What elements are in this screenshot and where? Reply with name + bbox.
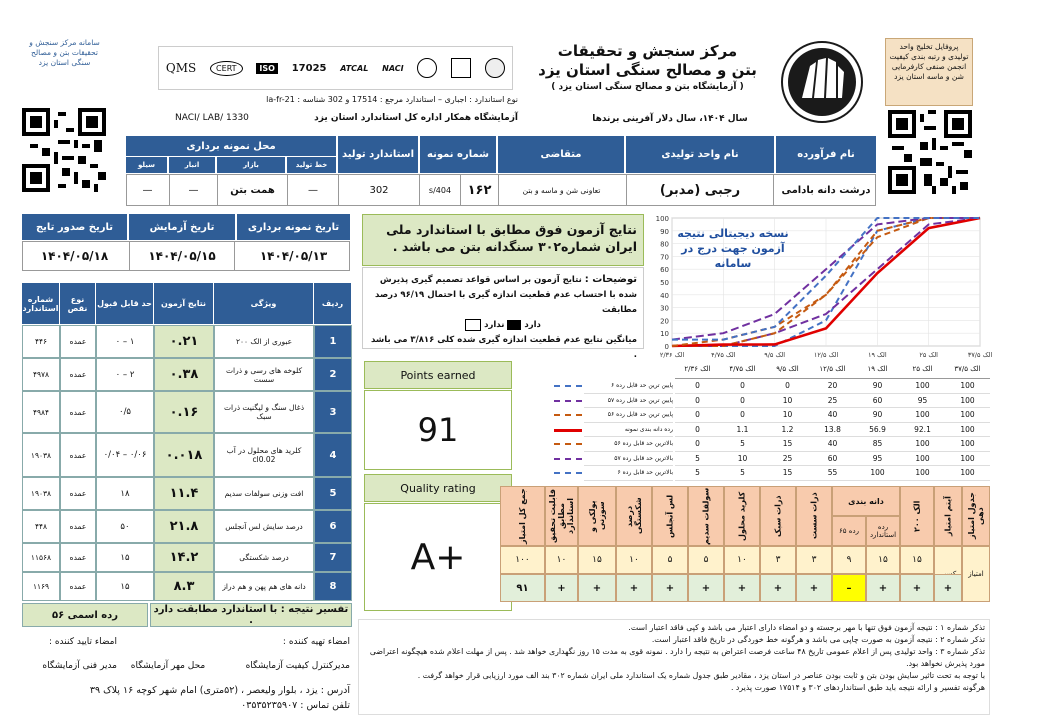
chart-xtick: الک ۲/۳۶ — [659, 351, 685, 359]
uncertainty-text: میانگین نتایج عدم قطعیت اندازه گیری شده کلی ۳/۸۱۶ می باشد . — [370, 335, 637, 360]
grading-value-4-0: 100 — [945, 437, 990, 452]
chart-ytick: 50 — [660, 279, 669, 287]
points-score-11: ۱۰۰ — [500, 546, 545, 574]
chart-xtick: الک ۱۹ — [868, 351, 887, 359]
grading-value-0-6: 0 — [675, 379, 720, 394]
tests-cell-4-2: ۱۱.۴ — [154, 477, 214, 510]
tests-cell-5-3: ۵۰ — [96, 510, 154, 543]
tests-cell-7-4: عمده — [60, 572, 96, 601]
quality-label: Quality rating — [364, 474, 512, 502]
chart-ytick: 70 — [660, 253, 669, 262]
note-1: تذکر شماره ۱ : نتیجه آزمون فوق تنها با مهر برجسته و دو امضاء دارای اعتبار می باشد و کپی فاقد اعتبار است. — [628, 623, 985, 632]
test-date: ۱۴۰۴/۰۵/۱۵ — [129, 241, 235, 271]
grading-value-3-4: 1.2 — [765, 423, 810, 438]
grading-value-3-2: 56.9 — [855, 423, 900, 438]
points-mark-3: – — [832, 574, 866, 602]
tests-cell-0-4: عمده — [60, 325, 96, 358]
points-mark-0: + — [934, 574, 962, 602]
points-header-1: آیتم امتیاز — [934, 486, 962, 546]
tests-table — [22, 283, 352, 626]
tests-cell-1-2: ۰.۳۸ — [154, 358, 214, 391]
qms-logo: QMS — [165, 61, 197, 75]
accreditation-logos — [158, 46, 513, 90]
phone: تلفن تماس : ۰۳۵۳۵۲۳۵۹۰۷ — [241, 700, 350, 711]
points-header-3: دانه بندی — [832, 486, 900, 516]
grading-label-1: پایین ترین حد قابل رده ۵۷ — [584, 394, 673, 409]
points-mark-10: + — [578, 574, 616, 602]
points-subheader-0: رده استاندارد — [866, 516, 900, 546]
left-note: سامانه مرکز سنجش و تحقیقات بتن و مصالح سنگی استان یزد — [29, 38, 100, 67]
grading-legend-line-5 — [554, 458, 582, 460]
issue-date: ۱۴۰۴/۰۵/۱۸ — [40, 249, 109, 263]
grading-label-6: بالاترین حد قابل رده ۶ — [584, 466, 673, 481]
grading-label-4: بالاترین حد قابل رده ۵۶ — [584, 437, 673, 452]
points-score-10: ۱۰ — [545, 546, 578, 574]
points-mark-1: + — [900, 574, 934, 602]
prepared-label: امضاء تهیه کننده : — [282, 637, 350, 647]
tests-cell-6-0: 7 — [314, 543, 352, 572]
tests-footer-label: رده اسمی ۵۶ — [22, 603, 148, 627]
globe-icon — [485, 58, 505, 78]
tests-cell-2-3: ۰/۵ — [96, 391, 154, 433]
grading-value-4-3: 40 — [810, 437, 855, 452]
tests-cell-1-0: 2 — [314, 358, 352, 391]
grading-value-2-4: 10 — [765, 408, 810, 423]
grading-value-1-6: 0 — [675, 394, 720, 409]
sample-code: s/404 — [428, 185, 452, 195]
note-text: نتایج آزمون بر اساس قواعد تصمیم گیری پذیرش شده با احتساب عدم قطعیت اندازه گیری با احتمال ۹۶/۱۹ درصد مطابقت — [375, 275, 637, 315]
grading-value-4-2: 85 — [855, 437, 900, 452]
right-note: پروفایل تخلیج واحد تولیدی و رتبه بندی کیفیت انجمن صنفی کارفرمایی شن و ماسه استان یزد — [885, 38, 973, 106]
tests-cell-6-3: ۱۵ — [96, 543, 154, 572]
grading-value-0-5: 0 — [720, 379, 765, 394]
seal-icon — [417, 58, 437, 78]
points-header-9: درصد شکستگی — [616, 486, 652, 546]
chart-ytick: 60 — [660, 266, 669, 275]
note-5: هرگونه تفسیر و ارائه نتیجه باید طبق استانداردهای ۳۰۲ و ۱۷۵۱۴ صورت پذیرد . — [730, 683, 985, 692]
tests-cell-0-0: 1 — [314, 325, 352, 358]
tests-header-3: حد قابل قبول — [96, 283, 153, 324]
tests-cell-1-4: عمده — [60, 358, 96, 391]
tests-cell-0-3: ۰ – ۱ — [96, 325, 154, 358]
grading-value-4-5: 5 — [720, 437, 765, 452]
grading-chart — [650, 214, 993, 362]
chart-xtick: الک ۴/۷۵ — [711, 351, 736, 359]
points-mark-8: + — [652, 574, 688, 602]
points-mark-2: + — [866, 574, 900, 602]
grading-value-4-6: 0 — [675, 437, 720, 452]
grading-sieve-3: الک ۱۲/۵ — [810, 365, 855, 379]
tests-cell-7-5: ۱۱۶۹ — [22, 572, 60, 601]
tests-header-4: نوع نقص — [60, 283, 95, 324]
points-score-3: ۳ — [796, 546, 832, 574]
chart-ytick: 40 — [660, 291, 669, 300]
hasnot-label: ندارد — [484, 320, 505, 330]
points-mark-11: + — [545, 574, 578, 602]
points-header-2: الک ۲۰۰ — [900, 486, 934, 546]
chart-ytick: 90 — [660, 227, 669, 236]
points-header-5: ذرات سبک — [760, 486, 796, 546]
grading-value-2-3: 40 — [810, 408, 855, 423]
tests-cell-0-2: ۰.۲۱ — [154, 325, 214, 358]
tests-cell-7-2: ۸.۳ — [154, 572, 214, 601]
emblem-icon — [451, 58, 471, 78]
col-sampling-location: محل نمونه برداری — [126, 136, 336, 156]
grading-value-3-5: 1.1 — [720, 423, 765, 438]
grading-value-5-3: 60 — [810, 452, 855, 467]
quality-value: A+ — [364, 503, 512, 611]
grading-sieve-0: الک ۳۷/۵ — [945, 365, 990, 379]
points-score-0: ۱۵ — [900, 546, 934, 574]
points-mark-6: + — [724, 574, 760, 602]
sampling-date: ۱۴۰۴/۰۵/۱۳ — [259, 249, 328, 263]
grading-legend-line-4 — [554, 443, 582, 445]
note-3: تذکر شماره ۳ : واحد تولیدی پس از اعلام عمومی تاریخ ۴۸ ساعت فرصت اعتراض به نتیجه را دارد . نمونه قوی به مدت ۱۵ روز نگهداری خواهد شد . پس از مهلت اعلام شده هیچگونه اعتراضی مورد پذیرش نخواهد بود. — [369, 647, 985, 668]
chart-xtick: الک ۳۷/۵ — [967, 351, 993, 359]
tests-cell-3-1: کلرید های محلول در آب cl0.02 — [214, 433, 314, 477]
sub-market: بازار — [217, 157, 285, 173]
tests-cell-4-4: عمده — [60, 477, 96, 510]
tests-cell-1-5: ۴۹۷۸ — [22, 358, 60, 391]
tests-cell-3-5: ۱۹۰۳۸ — [22, 433, 60, 477]
col-issue-date: تاریخ صدور تایج — [22, 214, 127, 240]
grading-label-0: پایین ترین حد قابل رده ۶ — [584, 379, 673, 394]
hasnot-checkbox — [465, 319, 481, 331]
points-mark-4: + — [796, 574, 832, 602]
tests-header-0: ردیف — [314, 283, 351, 324]
points-header-10: پولکی و سوزنی — [578, 486, 616, 546]
sample-number: ۱۶۲ — [460, 174, 498, 206]
grading-value-0-1: 100 — [900, 379, 945, 394]
approved-name: مدیر فنی آزمایشگاه — [42, 661, 117, 671]
tests-cell-3-4: عمده — [60, 433, 96, 477]
header-title — [520, 42, 775, 94]
tests-cell-3-2: ۰.۰۱۸ — [154, 433, 214, 477]
grading-value-3-3: 13.8 — [810, 423, 855, 438]
points-row-label-1: امتیاز — [962, 546, 990, 602]
market-value: همت بتن — [217, 174, 287, 206]
points-header-8: لس آنجلس — [652, 486, 688, 546]
chart-xtick: الک ۹/۵ — [764, 351, 786, 359]
note-2: تذکر شماره ۲ : نتیجه آزمون به صورت چاپی می باشد و هرگونه خط خوردگی در تاریخ فاقد اعتبار است. — [651, 635, 985, 644]
points-score-1: ۱۵ — [866, 546, 900, 574]
grading-value-4-4: 15 — [765, 437, 810, 452]
points-header-12: جمع کل امتیاز — [500, 486, 545, 546]
grading-legend-line-0 — [554, 385, 582, 387]
warehouse-value: — — [169, 174, 217, 206]
points-header-7: سولفات سدیم — [688, 486, 724, 546]
tests-cell-6-2: ۱۴.۲ — [154, 543, 214, 572]
points-value: 91 — [364, 390, 512, 470]
grading-value-4-1: 100 — [900, 437, 945, 452]
tests-cell-1-1: کلوخه های رسی و ذرات سست — [214, 358, 314, 391]
iso-logo: ISO — [256, 63, 278, 74]
tests-cell-7-0: 8 — [314, 572, 352, 601]
grading-value-1-2: 60 — [855, 394, 900, 409]
year-slogan: سال ۱۴۰۴، سال دلار آفرینی برندها — [592, 114, 748, 124]
col-production-standard: استاندارد تولید — [338, 136, 418, 173]
title-line-3: ( آزمایشگاه بتن و مصالح سنگی استان یزد ) — [551, 82, 744, 92]
title-line-2: بتن و مصالح سنگی استان یزد — [538, 61, 757, 79]
grading-value-5-0: 100 — [945, 452, 990, 467]
points-mark-9: + — [616, 574, 652, 602]
grading-value-1-0: 100 — [945, 394, 990, 409]
note-4: با توجه به تحت تاثیر سایش بودن بتن و ثابت بودن عناصر در استان یزد ، مقادیر طبق جدول شماره یک استاندارد ملی ایران شماره ۳۰۲ بند الف مورد ارزیابی قرار خواهد گرفت . — [417, 671, 985, 680]
chart-ytick: 80 — [660, 240, 669, 249]
grading-value-0-2: 90 — [855, 379, 900, 394]
points-score-6: ۵ — [688, 546, 724, 574]
col-product-name: نام فرآورده — [776, 136, 876, 173]
tests-cell-5-4: عمده — [60, 510, 96, 543]
grading-legend-line-3 — [554, 429, 582, 432]
col-sampling-date: تاریخ نمونه برداری — [237, 214, 350, 240]
points-header-6: کلرید محلول — [724, 486, 760, 546]
points-score-5: ۱۰ — [724, 546, 760, 574]
points-label: Points earned — [364, 361, 512, 389]
grading-sieve-2: الک ۱۹ — [855, 365, 900, 379]
tests-cell-5-1: درصد سایش لس آنجلس — [214, 510, 314, 543]
naci-logo: NACI — [382, 63, 404, 73]
chart-xtick: الک ۲۵ — [919, 351, 938, 359]
grading-label-3: رده دانه بندی نمونه — [584, 423, 673, 438]
tests-cell-2-0: 3 — [314, 391, 352, 433]
grading-value-5-4: 25 — [765, 452, 810, 467]
grading-legend-line-2 — [554, 414, 582, 416]
tests-cell-3-0: 4 — [314, 433, 352, 477]
sub-production-line: خط تولید — [287, 157, 336, 173]
chart-ytick: 10 — [660, 330, 669, 339]
chart-ytick: 0 — [664, 343, 669, 351]
points-score-9: ۱۵ — [578, 546, 616, 574]
atcal-logo: ATCAL — [340, 63, 369, 73]
cert-logo: CERT — [210, 61, 243, 76]
points-mark-12: ۹۱ — [500, 574, 545, 602]
tests-cell-6-4: عمده — [60, 543, 96, 572]
grading-legend-line-6 — [554, 472, 582, 474]
grading-value-6-5: 5 — [720, 466, 765, 481]
qr-code-right — [888, 110, 972, 194]
grading-value-1-3: 25 — [810, 394, 855, 409]
tests-cell-4-5: ۱۹۰۳۸ — [22, 477, 60, 510]
chart-ytick: 100 — [655, 215, 669, 223]
grading-value-3-6: 0 — [675, 423, 720, 438]
tests-cell-2-5: ۴۹۸۴ — [22, 391, 60, 433]
approved-label: امضاء تایید کننده : — [48, 637, 117, 647]
tests-footer-text: تفسیر نتیجه : با استاندارد مطابقت دارد . — [150, 603, 352, 627]
tests-cell-0-5: ۴۴۶ — [22, 325, 60, 358]
points-subheader-1: رده ۶۵ — [832, 516, 866, 546]
note-title: توضیحات : — [584, 274, 637, 285]
col-test-date: تاریخ آزمایش — [129, 214, 235, 240]
chart-ytick: 30 — [660, 304, 669, 313]
sub-warehouse: انبار — [169, 157, 215, 173]
grading-value-5-2: 95 — [855, 452, 900, 467]
points-score-4: ۳ — [760, 546, 796, 574]
tests-cell-5-2: ۲۱.۸ — [154, 510, 214, 543]
col-sample-number: شماره نمونه — [420, 136, 496, 173]
grading-value-2-2: 90 — [855, 408, 900, 423]
notes-block — [358, 619, 990, 715]
lab-code: NACI/ LAB/ 1330 — [175, 113, 249, 123]
tests-cell-5-5: ۴۴۸ — [22, 510, 60, 543]
grading-value-1-5: 0 — [720, 394, 765, 409]
tests-cell-6-1: درصد شکستگی — [214, 543, 314, 572]
tests-header-2: نتایج آزمون — [154, 283, 213, 324]
product-name: درشت دانه بادامی — [781, 184, 871, 196]
grading-value-3-0: 100 — [945, 423, 990, 438]
tests-cell-6-5: ۱۱۵۶۸ — [22, 543, 60, 572]
points-mark-5: + — [760, 574, 796, 602]
tests-cell-2-4: عمده — [60, 391, 96, 433]
grading-value-2-1: 100 — [900, 408, 945, 423]
grading-value-5-1: 100 — [900, 452, 945, 467]
tests-cell-4-0: 5 — [314, 477, 352, 510]
tests-cell-2-2: ۰.۱۶ — [154, 391, 214, 433]
grading-value-6-0: 100 — [945, 466, 990, 481]
grading-value-6-2: 100 — [855, 466, 900, 481]
title-line-1: مرکز سنجش و تحقیقات — [557, 42, 738, 60]
iso17025-logo: 17025 — [291, 62, 327, 74]
chart-xtick: الک ۱۲/۵ — [813, 351, 839, 359]
tests-cell-0-1: عبوری از الک ۲۰۰ — [214, 325, 314, 358]
grading-label-2: پایین ترین حد قابل رده ۵۶ — [584, 408, 673, 423]
qr-code-left — [22, 108, 106, 192]
grading-value-6-3: 55 — [810, 466, 855, 481]
points-score-7: ۵ — [652, 546, 688, 574]
grading-table — [550, 365, 990, 483]
tests-cell-7-3: ۱۵ — [96, 572, 154, 601]
grading-value-2-6: 0 — [675, 408, 720, 423]
tests-cell-7-1: دانه های هم پهن و هم دراز — [214, 572, 314, 601]
stamp-label: محل مهر آزمایشگاه — [130, 661, 206, 671]
tests-cell-4-1: افت وزنی سولفات سدیم — [214, 477, 314, 510]
points-header-11: قابلیت تحقیق مطابق استاندارد — [545, 486, 578, 546]
address: آدرس : یزد ، بلوار ولیعصر ، (۵۲متری) امام شهر کوچه ۱۶ پلاک ۳۹ — [89, 685, 350, 696]
production-standard: 302 — [338, 174, 420, 206]
col-applicant: متقاضی — [498, 136, 624, 173]
grading-value-6-1: 100 — [900, 466, 945, 481]
grading-value-5-6: 5 — [675, 452, 720, 467]
grading-value-2-0: 100 — [945, 408, 990, 423]
grading-value-0-0: 100 — [945, 379, 990, 394]
points-table — [515, 486, 990, 608]
tests-header-1: ویژگی — [214, 283, 313, 324]
tests-header-5: شماره استاندارد — [22, 283, 59, 324]
grading-label-5: بالاترین حد قابل رده ۵۷ — [584, 452, 673, 467]
grading-value-3-1: 92.1 — [900, 423, 945, 438]
chart-ytick: 20 — [660, 317, 669, 326]
tests-cell-2-1: ذغال سنگ و لیگنیت ذرات سبک — [214, 391, 314, 433]
grading-value-0-4: 0 — [765, 379, 810, 394]
grading-sieve-4: الک ۹/۵ — [765, 365, 810, 379]
tests-cell-1-3: ۰ – ۲ — [96, 358, 154, 391]
grading-sieve-5: الک ۴/۷۵ — [720, 365, 765, 379]
points-header-0: جدول امتیاز دهی — [962, 486, 990, 546]
silo-value: — — [142, 184, 153, 196]
grading-value-1-4: 10 — [765, 394, 810, 409]
production-line-value: — — [287, 174, 338, 206]
institute-logo — [780, 40, 864, 124]
applicant-name: تعاونی شن و ماسه و بتن — [498, 174, 624, 206]
lab-line: آزمایشگاه همکار اداره کل استاندارد استان یزد — [314, 113, 518, 123]
points-score-2: ۹ — [832, 546, 866, 574]
standard-line: نوع استاندارد : اجباری – استاندارد مرجع : 17514 و 302 شناسه : la-fr-21 — [266, 95, 518, 104]
tests-cell-4-3: ۱۸ — [96, 477, 154, 510]
points-header-4: ذرات سست — [796, 486, 832, 546]
prepared-name: مدیرکنترل کیفیت آزمایشگاه — [245, 661, 350, 671]
grading-value-5-5: 10 — [720, 452, 765, 467]
grading-sieve-6: الک ۲/۳۶ — [675, 365, 720, 379]
result-notes — [362, 267, 644, 360]
grading-value-6-4: 15 — [765, 466, 810, 481]
has-label: دارد — [524, 320, 541, 330]
col-producer: نام واحد تولیدی — [626, 136, 774, 173]
sub-silo: سیلو — [126, 157, 167, 173]
has-checkbox — [507, 320, 521, 330]
grading-value-1-1: 95 — [900, 394, 945, 409]
tests-cell-5-0: 6 — [314, 510, 352, 543]
grading-sieve-1: الک ۲۵ — [900, 365, 945, 379]
grading-legend-line-1 — [554, 400, 582, 402]
tests-cell-3-3: ۰/۰۴ – ۰/۰۶ — [96, 433, 154, 477]
result-statement: نتایج آزمون فوق مطابق با استاندارد ملی ایران شماره۳۰۲ سنگدانه بتن می باشد . — [362, 214, 644, 266]
grading-value-2-5: 0 — [720, 408, 765, 423]
producer-name: رجبی (مدبر) — [626, 174, 774, 206]
chart-title: نسخه دیجیتالی نتیجه آزمون جهت درج در سامانه — [677, 227, 789, 270]
grading-value-0-3: 20 — [810, 379, 855, 394]
points-mark-7: + — [688, 574, 724, 602]
grading-value-6-6: 5 — [675, 466, 720, 481]
points-score-8: ۱۰ — [616, 546, 652, 574]
